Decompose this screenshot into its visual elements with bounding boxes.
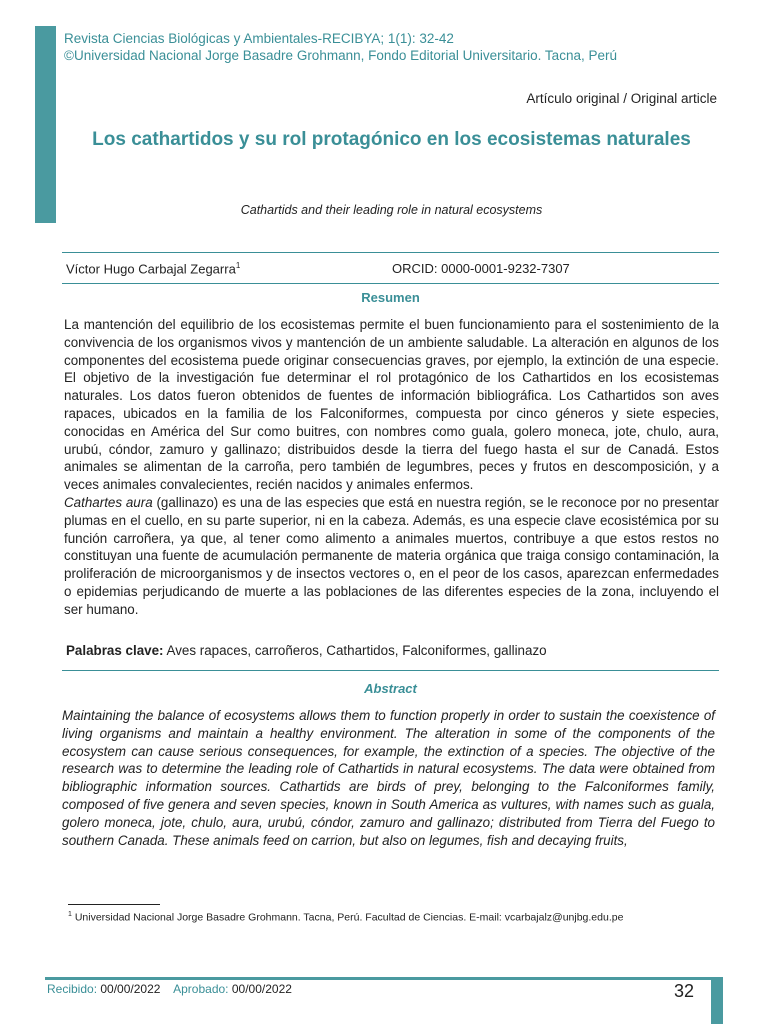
journal-citation: Revista Ciencias Biológicas y Ambientales-RECIBYA; 1(1): 32-42 bbox=[64, 31, 454, 46]
resumen-paragraph-2 bbox=[64, 494, 719, 619]
article-title: Los cathartidos y su rol protagónico en los ecosistemas naturales bbox=[92, 129, 691, 150]
divider-abstract bbox=[62, 670, 719, 671]
footer-accent-bar bbox=[711, 977, 723, 1024]
footnote-mark: 1 bbox=[68, 911, 72, 918]
footer-dates bbox=[47, 982, 292, 996]
page-number: 32 bbox=[674, 981, 695, 1001]
footnote-rule bbox=[68, 904, 160, 905]
approved-label: Aprobado: bbox=[173, 982, 229, 996]
keywords-value: Aves rapaces, carroñeros, Cathartidos, Falconiformes, gallinazo bbox=[163, 643, 547, 658]
resumen-heading: Resumen bbox=[361, 290, 420, 305]
resumen-paragraph-2-text: (gallinazo) es una de las especies que está en nuestra región, se le reconoce por no presentar plumas en el cuello, en su parte superior, ni en la cabeza. Además, es una especie clave ecosistémica por su función carroñera, ya que, al tener como alimento a animales muertos, contribuye a que estos restos no constituyan una fuente de acumulación permanente de materia orgánica que traiga consigo contaminación, la proliferación de microorganismos y de insectos vectores o, en el peor de los casos, aparezcan enfermedades o epidemias perjudicando de muerte a las poblaciones de las diferentes especies de la zona, incluyendo el ser humano. bbox=[64, 494, 719, 617]
orcid: ORCID: 0000-0001-9232-7307 bbox=[392, 261, 570, 276]
abstract-heading: Abstract bbox=[364, 681, 417, 696]
footnote-text: Universidad Nacional Jorge Basadre Grohmann. Tacna, Perú. Facultad de Ciencias. E-mail: vcarbajalz@unjbg.edu.pe bbox=[71, 911, 624, 924]
keywords bbox=[66, 643, 547, 658]
author-name bbox=[66, 261, 240, 276]
article-type: Artículo original / Original article bbox=[526, 91, 717, 106]
approved-date: 00/00/2022 bbox=[231, 982, 292, 996]
received-label: Recibido: bbox=[47, 982, 98, 996]
resumen-paragraph-1: La mantención del equilibrio de los ecosistemas permite el buen funcionamiento para el sostenimiento de la convivencia de los organismos vivos y mantención de un ambiente saludable. La alteración en algunos de los componentes del ecosistema puede originar consecuencias graves, por ejemplo, la extinción de una especie. El objetivo de la investigación fue determinar el rol protagónico de los Cathartidos en los ecosistemas naturales. Los datos fueron obtenidos de fuentes de información bibliográfica. Los Cathartidos son aves rapaces, ubicados en la familia de los Falconiformes, compuesta por cinco géneros y siete especies, conocidas en América del Sur como buitres, con nombres como guala, golero moneca, jote, chulo, aura, urubú, cóndor, zamuro y gallinazo; distribuidos desde la tierra del fuego hasta el sur de Canadá. Estos animales se alimentan de la carroña, pero también de legumbres, peces y frutos en descomposición, y a veces animales convalecientes, recién nacidos y animales enfermos. bbox=[64, 317, 719, 493]
divider-author bbox=[62, 283, 719, 284]
author-name-text: Víctor Hugo Carbajal Zegarra bbox=[66, 261, 236, 277]
keywords-label: Palabras clave: bbox=[66, 643, 164, 658]
article-subtitle-english: Cathartids and their leading role in natural ecosystems bbox=[240, 203, 543, 217]
divider-top bbox=[62, 252, 719, 253]
abstract-body: Maintaining the balance of ecosystems allows them to function properly in order to sustain the coexistence of living organisms and maintain a healthy environment. The alteration in some of the components of the ecosystem can cause serious consequences, for example, the extinction of a species. The objective of the research was to determine the leading role of Cathartids in natural ecosystems. The data were obtained from bibliographic information sources. Cathartids are birds of prey, belonging to the Falconiformes family, composed of five genera and seven species, known in South America as vultures, with names such as guala, golero moneca, jote, chulo, aura, urubú, cóndor, zamuro and gallinazo; distributed from Tierra del Fuego to southern Canada. These animals feed on carrion, but also on legumes, fish and decaying fruits, bbox=[62, 708, 715, 848]
affiliation-mark: 1 bbox=[235, 261, 241, 270]
footnote bbox=[68, 911, 623, 924]
footer-rule bbox=[45, 977, 721, 980]
resumen-body bbox=[64, 316, 719, 619]
received-date: 00/00/2022 bbox=[100, 982, 161, 996]
species-name: Cathartes aura bbox=[64, 494, 153, 510]
journal-header bbox=[64, 30, 617, 64]
journal-publisher: ©Universidad Nacional Jorge Basadre Grohmann, Fondo Editorial Universitario. Tacna, Perú bbox=[64, 48, 617, 63]
side-accent-bar bbox=[35, 26, 56, 223]
